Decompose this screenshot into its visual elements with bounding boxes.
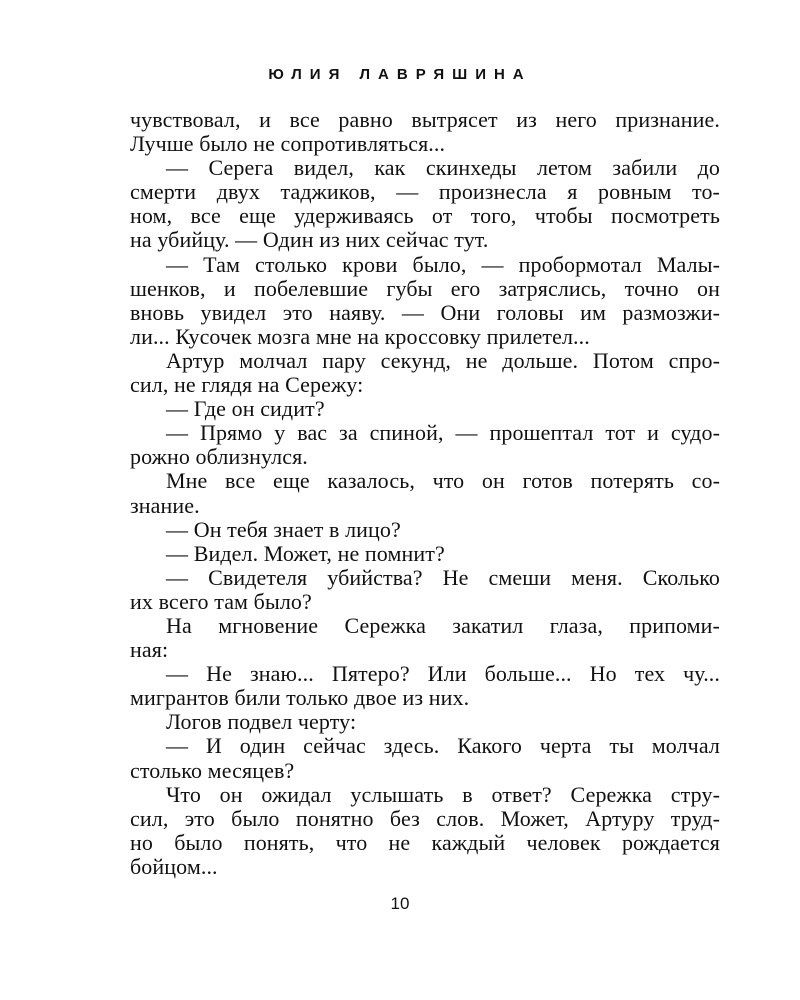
text-line: — И один сейчас здесь. Какого черта ты молчал	[166, 733, 720, 759]
text-line: шенков, и побелевшие губы его затряслись, точно он	[130, 275, 720, 301]
text-line: — Свидетеля убийства? Не смеши меня. Сколько	[166, 564, 720, 590]
text-line: — Прямо у вас за спиной, — прошептал тот и судо-	[166, 420, 720, 446]
text-line: — Он тебя знает в лицо?	[166, 516, 401, 542]
text-line: — Где он сидит?	[166, 396, 325, 422]
text-line: — Серега видел, как скинхеды летом забили до	[166, 155, 720, 181]
text-line: столько месяцев?	[130, 757, 295, 783]
body-text	[130, 108, 720, 879]
text-line: ли... Кусочек мозга мне на кроссовку прилетел...	[130, 323, 590, 349]
text-line: — Не знаю... Пятеро? Или больше... Но тех чу...	[166, 661, 720, 687]
text-line: ная:	[130, 637, 169, 663]
text-line: мигрантов били только двое из них.	[130, 685, 470, 711]
text-line: Мне все еще казалось, что он готов потерять со-	[166, 468, 720, 494]
text-line: Что он ожидал услышать в ответ? Сережка стру-	[166, 781, 720, 807]
text-line: смерти двух таджиков, — произнесла я ровным то-	[130, 179, 720, 205]
running-header-author: ЮЛИЯ ЛАВРЯШИНА	[268, 66, 532, 83]
text-line: — Видел. Может, не помнит?	[166, 540, 445, 566]
text-line: их всего там было?	[130, 588, 312, 614]
text-line: ном, все еще удерживаясь от того, чтобы посмотреть	[130, 203, 720, 229]
text-line: знание.	[130, 492, 200, 518]
text-line: сил, не глядя на Сережу:	[130, 372, 364, 398]
text-line: Артур молчал пару секунд, не дольше. Потом спро-	[166, 347, 720, 373]
text-line: но было понять, что не каждый человек рождается	[130, 829, 720, 855]
text-line: Логов подвел черту:	[166, 709, 357, 735]
text-line: вновь увидел это наяву. — Они головы им размозжи-	[130, 299, 720, 325]
text-line: сил, это было понятно без слов. Может, Артуру труд-	[130, 805, 720, 831]
text-line: рожно облизнулся.	[130, 444, 308, 470]
text-line: — Там столько крови было, — пробормотал Малы-	[166, 251, 720, 277]
text-line: Лучше было не сопротивляться...	[130, 131, 446, 157]
text-line: бойцом...	[130, 853, 218, 879]
page-number: 10	[390, 894, 410, 913]
text-line: На мгновение Сережка закатил глаза, припоми-	[166, 612, 720, 638]
text-line: чувствовал, и все равно вытрясет из него признание.	[130, 107, 720, 132]
text-line: на убийцу. — Один из них сейчас тут.	[130, 227, 489, 253]
